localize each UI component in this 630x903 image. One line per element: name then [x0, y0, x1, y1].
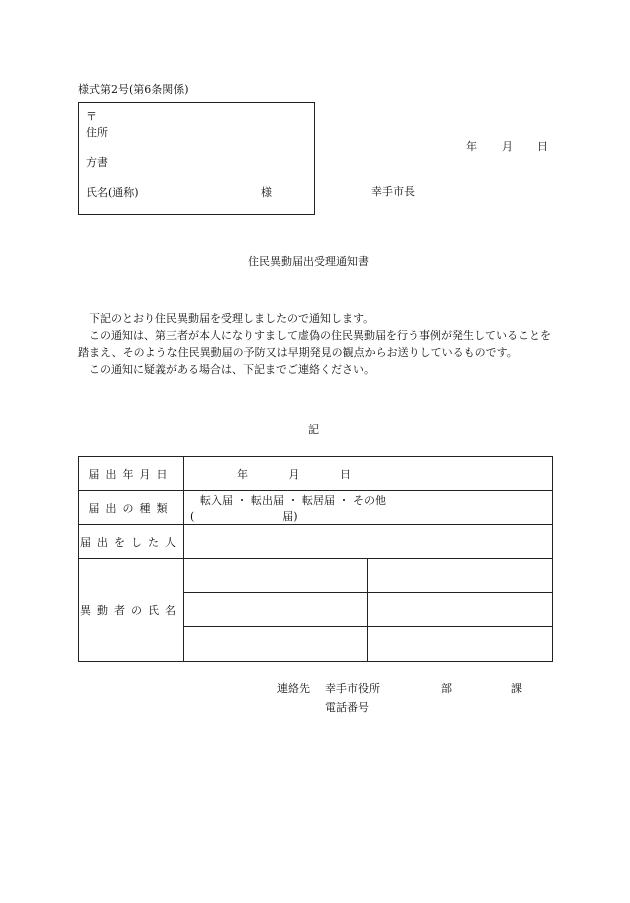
table-day-unit: 日: [340, 467, 351, 481]
table-row: [79, 491, 553, 525]
mover-name-cell: [184, 593, 368, 627]
ki-heading: 記: [308, 423, 319, 436]
kind-other-close: 届): [282, 509, 298, 523]
mover-name-cell: [368, 559, 553, 593]
kind-other-line: [184, 508, 552, 524]
date-month-unit: 月: [502, 140, 513, 153]
contact-label: 連絡先: [277, 682, 310, 695]
contact-phone-label: 電話番号: [325, 701, 369, 714]
date-value-cell: [184, 457, 553, 491]
table-row: [79, 525, 553, 559]
contact-office: 幸手市役所: [325, 682, 380, 695]
body-paragraph-1: 下記のとおり住民異動届を受理しましたので通知します。: [89, 312, 375, 325]
mover-name-cell: [368, 593, 553, 627]
kind-value-cell: [184, 491, 553, 525]
kind-other-open: (: [190, 509, 195, 523]
kind-options: 転入届 ・ 転出届 ・ 転居届 ・ その他: [200, 493, 386, 507]
notification-table: [78, 456, 553, 662]
date-label: 届出年月日: [79, 457, 184, 491]
mover-name-cell: [368, 627, 553, 662]
table-row: [79, 457, 553, 491]
table-month-unit: 月: [288, 467, 300, 481]
honorific: 様: [261, 186, 272, 199]
table-year-unit: 年: [237, 467, 248, 481]
name-label: 氏名(通称): [86, 186, 139, 199]
address-box: [78, 102, 315, 215]
notifier-label: 届出をした人: [79, 525, 184, 559]
form-number: 様式第2号(第6条関係): [78, 83, 189, 96]
document-title: 住民異動届出受理通知書: [248, 255, 369, 268]
address-label: 住所: [86, 126, 108, 139]
date-day-unit: 日: [537, 140, 548, 153]
sender: 幸手市長: [371, 185, 415, 198]
movers-label: 異動者の氏名: [79, 559, 184, 662]
contact-section: 課: [511, 682, 522, 695]
body-paragraph-3: この通知に疑義がある場合は、下記までご連絡ください。: [89, 363, 375, 376]
date-year-unit: 年: [466, 140, 477, 153]
care-of-label: 方書: [86, 156, 108, 169]
contact-dept: 部: [441, 682, 452, 695]
mover-name-cell: [184, 559, 368, 593]
table-row: [79, 559, 553, 593]
mover-name-cell: [184, 627, 368, 662]
body-paragraph-2: この通知は、第三者が本人になりすまして虚偽の住民異動届を行う事例が発生していることを踏まえ、そのような住民異動届の予防又は早期発見の観点からお送りしているものです。: [78, 329, 551, 359]
body-text: [78, 310, 552, 378]
kind-label: 届出の種類: [79, 491, 184, 525]
postal-mark: 〒: [86, 110, 97, 123]
notifier-value-cell: [184, 525, 553, 559]
